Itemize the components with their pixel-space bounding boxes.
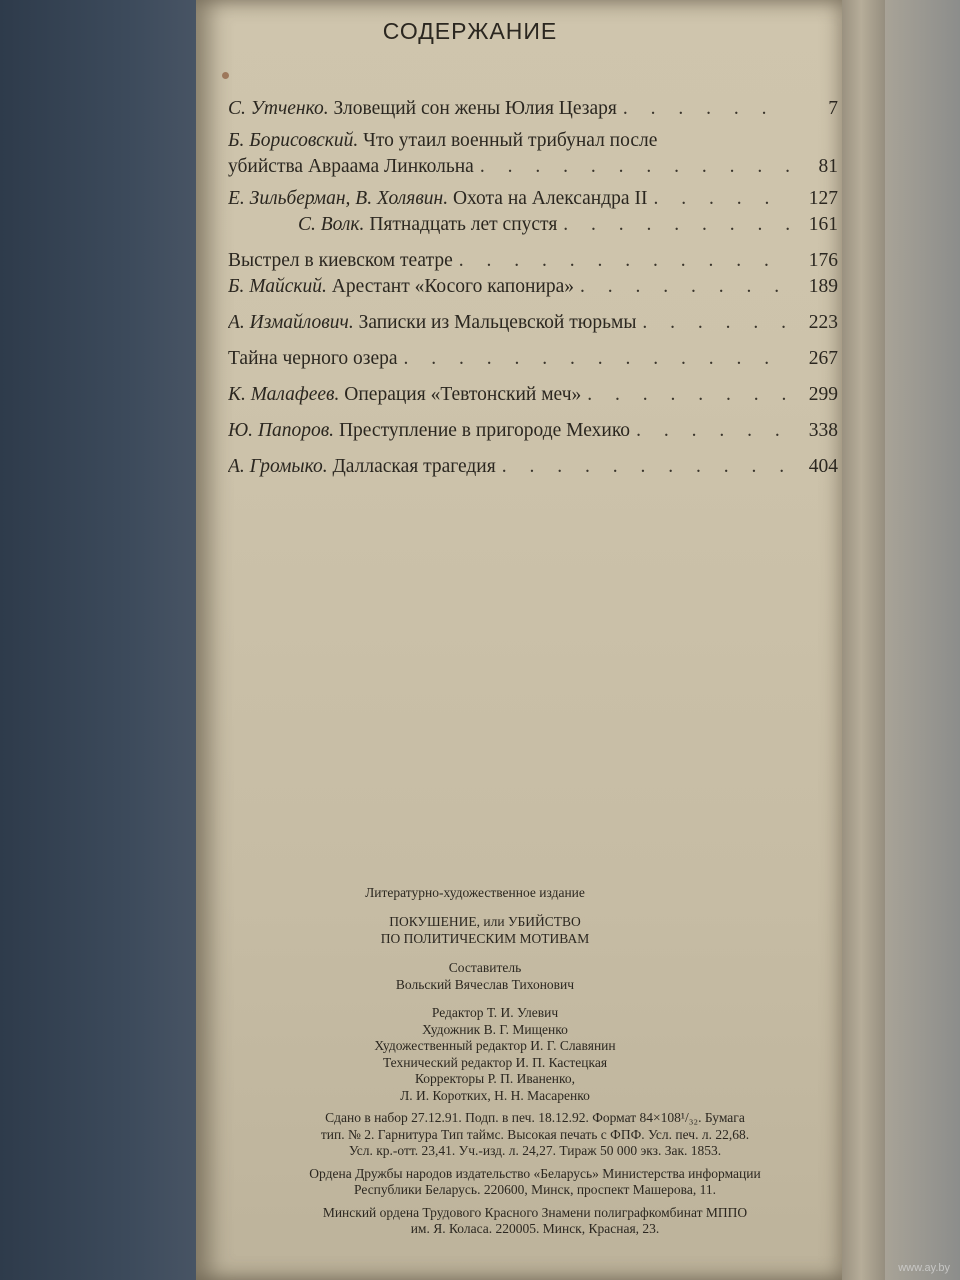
print-details-2: тип. № 2. Гарнитура Тип таймс. Высокая печать с ФПФ. Усл. печ. л. 22,68. xyxy=(320,1126,750,1142)
print-details-3: Усл. кр.-отт. 23,41. Уч.-изд. л. 24,27. Тираж 50 000 экз. Зак. 1853. xyxy=(348,1143,722,1158)
toc-author: Ю. Папоров. xyxy=(228,420,335,441)
publisher-info-2: Республики Беларусь. 220600, Минск, проспект Машерова, 11. xyxy=(354,1182,716,1197)
toc-author: Б. Майский. xyxy=(228,276,327,297)
toc-entry xyxy=(228,310,838,336)
toc-entry xyxy=(228,248,838,274)
toc-entry xyxy=(228,212,838,238)
colophon xyxy=(230,884,840,1238)
toc-page-number: 176 xyxy=(808,250,838,271)
toc-entry-title: Что утаил военный трибунал после xyxy=(363,130,658,151)
compiler-label: Составитель xyxy=(448,960,522,975)
toc-entry xyxy=(228,418,838,444)
toc-author: Е. Зильберман, В. Холявин. xyxy=(228,188,449,209)
toc-entry-title-cont: убийства Авраама Линкольна xyxy=(228,156,474,177)
toc-entry xyxy=(228,274,838,300)
correctors-credit: Корректоры Р. П. Иваненко, xyxy=(414,1071,576,1086)
background-left xyxy=(0,0,210,1280)
art-editor-credit: Художественный редактор И. Г. Славянин xyxy=(374,1038,616,1053)
toc-entry-title: Зловещий сон жены Юлия Цезаря xyxy=(333,98,617,119)
toc-author: Б. Борисовский. xyxy=(228,130,359,151)
toc-author: А. Громыко. xyxy=(228,456,328,477)
toc-entry-title: Преступление в пригороде Мехико xyxy=(338,420,631,441)
toc-author: С. Утченко. xyxy=(228,98,329,119)
toc-page-number: 7 xyxy=(828,98,838,119)
toc-page-number: 404 xyxy=(808,456,838,477)
table-of-contents xyxy=(228,96,838,480)
book-title-line-2: ПО ПОЛИТИЧЕСКИМ МОТИВАМ xyxy=(380,931,590,946)
toc-entry xyxy=(228,346,838,372)
toc-entry xyxy=(228,186,838,212)
toc-title: СОДЕРЖАНИЕ xyxy=(382,18,558,44)
toc-page-number: 299 xyxy=(808,384,838,405)
toc-entry-title: Пятнадцать лет спустя xyxy=(369,214,558,235)
watermark: www.ay.by xyxy=(898,1262,950,1274)
toc-entry-title: Арестант «Косого капонира» xyxy=(331,276,574,297)
toc-entry xyxy=(228,454,838,480)
book-title-line-1: ПОКУШЕНИЕ, или УБИЙСТВО xyxy=(389,914,581,929)
editor-credit: Редактор Т. И. Улевич xyxy=(431,1005,559,1020)
compiler-name: Вольский Вячеслав Тихонович xyxy=(395,977,575,992)
toc-page-number: 161 xyxy=(808,214,838,235)
toc-page-number: 81 xyxy=(818,156,838,177)
toc-page-number: 127 xyxy=(808,188,838,209)
publisher-info-1: Ордена Дружбы народов издательство «Беларусь» Министерства информации xyxy=(309,1165,761,1181)
toc-entry-title: Даллаская трагедия xyxy=(332,456,496,477)
toc-entry xyxy=(228,382,838,408)
printer-info-2: им. Я. Коласа. 220005. Минск, Красная, 23. xyxy=(410,1221,660,1236)
tech-editor-credit: Технический редактор И. П. Кастецкая xyxy=(382,1054,608,1070)
artist-credit: Художник В. Г. Мищенко xyxy=(422,1021,568,1037)
toc-page-number: 189 xyxy=(808,276,838,297)
toc-page-number: 223 xyxy=(808,312,838,333)
toc-page-number: 338 xyxy=(808,420,838,441)
stain-mark xyxy=(222,72,229,79)
toc-entry-title: Тайна черного озера xyxy=(228,348,398,369)
toc-author: А. Измайлович. xyxy=(228,312,354,333)
edition-type: Литературно-художественное издание xyxy=(365,885,585,900)
toc-entry xyxy=(228,128,838,180)
print-details-1: Сдано в набор 27.12.91. Подп. в печ. 18.12.92. Формат 84×108¹/₃₂. Бумага xyxy=(325,1110,745,1125)
book-spine xyxy=(842,0,890,1280)
toc-entry-title: Охота на Александра II xyxy=(452,188,648,209)
toc-entry-title: Записки из Мальцевской тюрьмы xyxy=(358,312,637,333)
correctors-credit-cont: Л. И. Коротких, Н. Н. Масаренко xyxy=(400,1087,590,1103)
toc-entry xyxy=(228,96,838,122)
toc-author: С. Волк. xyxy=(298,214,365,235)
printer-info-1: Минский ордена Трудового Красного Знамени полиграфкомбинат МППО xyxy=(322,1204,748,1220)
toc-page-number: 267 xyxy=(808,348,838,369)
toc-author: К. Малафеев. xyxy=(228,384,340,405)
background-right xyxy=(885,0,960,1280)
toc-entry-title: Операция «Тевтонский меч» xyxy=(344,384,582,405)
toc-entry-title: Выстрел в киевском театре xyxy=(228,250,453,271)
